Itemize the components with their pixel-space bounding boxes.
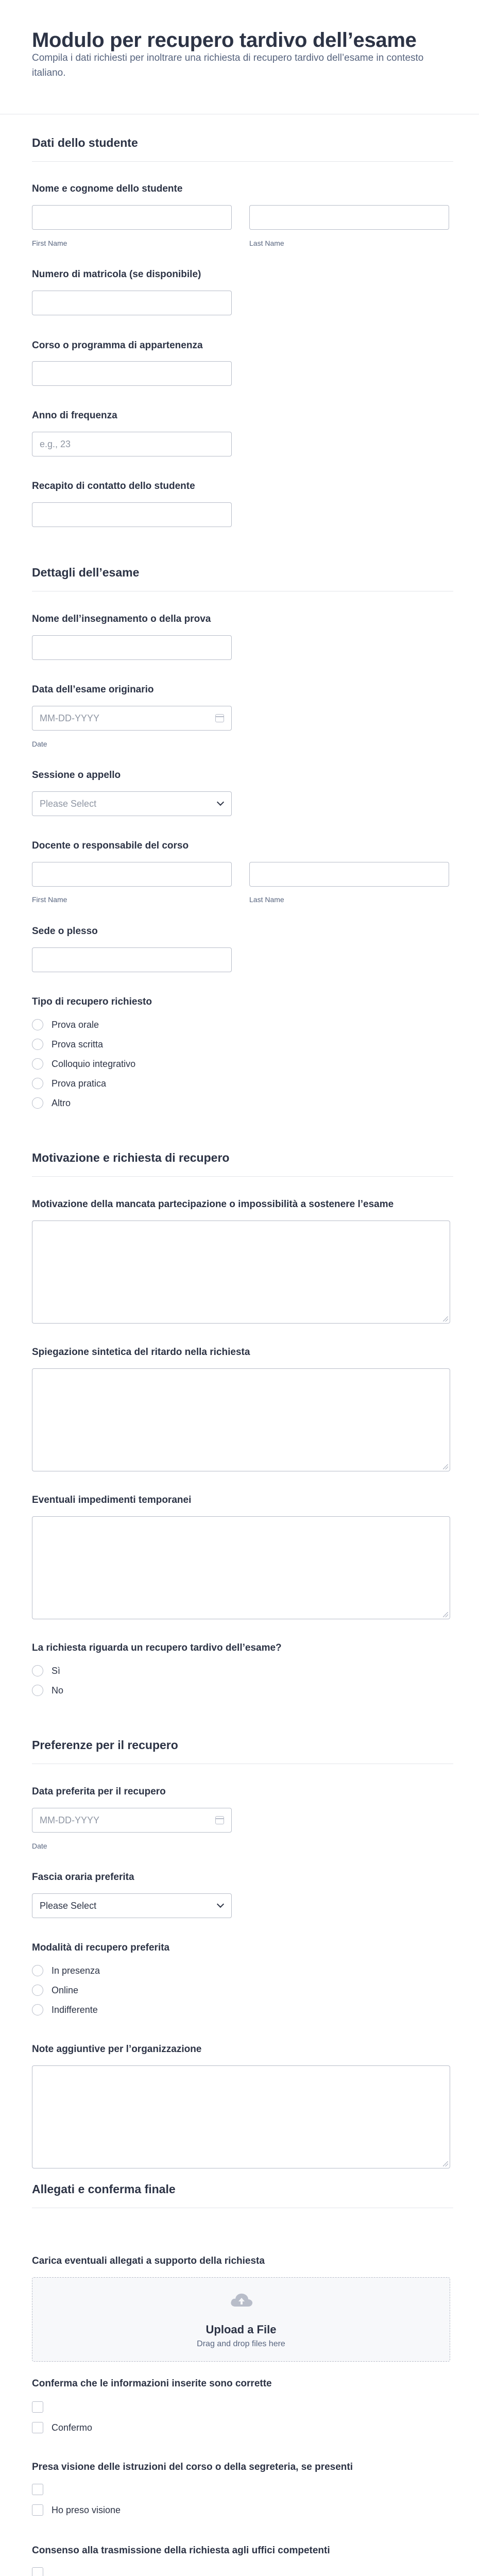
tipo-option[interactable] [32, 1018, 99, 1032]
fascia-select-value: Please Select [40, 1901, 97, 1911]
note-label: Note aggiuntive per l’organizzazione [32, 2044, 202, 2055]
last-name-input[interactable] [249, 205, 449, 230]
form-description: Compila i dati richiesti per inoltrare una richiesta di recupero tardivo dell’esame in contesto italiano. [32, 53, 424, 78]
riguarda-label: La richiesta riguarda un recupero tardivo dell’esame? [32, 1642, 282, 1653]
conferma-checkbox-row[interactable] [32, 2400, 43, 2414]
checkbox[interactable] [32, 2401, 43, 2413]
motivazione-label: Motivazione della mancata partecipazione o impossibilità a sostenere l’esame [32, 1199, 394, 1210]
riguarda-option[interactable] [32, 1664, 60, 1678]
first-name-input[interactable] [32, 205, 232, 230]
matricola-label: Numero di matricola (se disponibile) [32, 269, 201, 280]
preferred-date-placeholder: MM-DD-YYYY [40, 1815, 99, 1825]
sede-input[interactable] [32, 947, 232, 972]
checkbox[interactable] [32, 2567, 43, 2576]
docente-first-name-sublabel: First Name [32, 895, 67, 904]
form-title: Modulo per recupero tardivo dell’esame [32, 29, 417, 52]
spiegazione-textarea[interactable] [32, 1368, 450, 1471]
preferred-date-label: Data preferita per il recupero [32, 1786, 166, 1797]
corso-label: Corso o programma di appartenenza [32, 340, 203, 351]
upload-title: Upload a File [206, 2323, 277, 2336]
consenso-checkbox-row[interactable] [32, 2566, 43, 2576]
impedimenti-label: Eventuali impedimenti temporanei [32, 1495, 192, 1505]
radio-button[interactable] [32, 1078, 43, 1089]
section-student-heading: Dati dello studente [32, 136, 453, 162]
upload-label: Carica eventuali allegati a supporto della richiesta [32, 2256, 265, 2266]
tipo-option[interactable] [32, 1037, 103, 1052]
radio-button[interactable] [32, 1665, 43, 1676]
tipo-recupero-label: Tipo di recupero richiesto [32, 996, 152, 1007]
spiegazione-label: Spiegazione sintetica del ritardo nella richiesta [32, 1347, 250, 1358]
chevron-down-icon [217, 1901, 224, 1908]
modalita-option-label: In presenza [52, 1965, 100, 1976]
exam-date-label: Data dell’esame originario [32, 684, 154, 695]
radio-button[interactable] [32, 1019, 43, 1030]
tipo-option-label: Prova orale [52, 1019, 99, 1030]
consenso-label: Consenso alla trasmissione della richiesta agli uffici competenti [32, 2545, 330, 2556]
insegnamento-label: Nome dell’insegnamento o della prova [32, 614, 211, 624]
riguarda-option[interactable] [32, 1683, 63, 1698]
radio-button[interactable] [32, 1058, 43, 1070]
student-name-label: Nome e cognome dello studente [32, 183, 183, 194]
section-exam-heading: Dettagli dell’esame [32, 566, 453, 591]
preferred-date-input[interactable] [32, 1808, 232, 1833]
tipo-option-label: Colloquio integrativo [52, 1058, 136, 1069]
tipo-option-label: Prova pratica [52, 1078, 107, 1089]
calendar-icon[interactable] [215, 714, 224, 722]
calendar-icon[interactable] [215, 1816, 224, 1824]
fascia-label: Fascia oraria preferita [32, 1872, 134, 1883]
chevron-down-icon [217, 799, 224, 806]
radio-button[interactable] [32, 1039, 43, 1050]
note-textarea[interactable] [32, 2065, 450, 2168]
form-header [0, 0, 479, 114]
sessione-select-value: Please Select [40, 799, 97, 809]
tipo-option[interactable] [32, 1057, 135, 1071]
tipo-option-label: Altro [52, 1097, 71, 1108]
visione-label: Presa visione delle istruzioni del corso o della segreteria, se presenti [32, 2462, 353, 2472]
docente-label: Docente o responsabile del corso [32, 840, 189, 851]
modalita-option[interactable] [32, 1983, 78, 1997]
radio-button[interactable] [32, 1965, 43, 1976]
checkbox[interactable] [32, 2422, 43, 2433]
section-preferences-heading: Preferenze per il recupero [32, 1738, 453, 1764]
motivazione-textarea[interactable] [32, 1221, 450, 1324]
radio-button[interactable] [32, 2004, 43, 2015]
modalita-option-label: Indifferente [52, 2004, 98, 2015]
anno-input[interactable]: e.g., 23 [32, 432, 232, 456]
docente-first-name-input[interactable] [32, 862, 232, 887]
sessione-select[interactable] [32, 791, 232, 816]
impedimenti-textarea[interactable] [32, 1516, 450, 1619]
cloud-upload-icon [229, 2292, 254, 2308]
fascia-select[interactable] [32, 1893, 232, 1918]
modalita-option[interactable] [32, 1963, 100, 1978]
conferma-option-label: Confermo [52, 2422, 93, 2433]
corso-input[interactable] [32, 361, 232, 386]
modalita-option[interactable] [32, 2003, 98, 2017]
visione-checkbox-row[interactable] [32, 2482, 43, 2497]
tipo-option-label: Prova scritta [52, 1039, 104, 1049]
visione-option-label: Ho preso visione [52, 2504, 121, 2515]
matricola-input[interactable] [32, 291, 232, 315]
riguarda-option-label: Sì [52, 1665, 61, 1676]
tipo-option[interactable] [32, 1076, 106, 1091]
docente-last-name-sublabel: Last Name [249, 895, 284, 904]
tipo-option[interactable] [32, 1096, 71, 1110]
radio-button[interactable] [32, 1985, 43, 1996]
radio-button[interactable] [32, 1097, 43, 1109]
section-attachments-heading: Allegati e conferma finale [32, 2182, 453, 2208]
riguarda-option-label: No [52, 1685, 64, 1696]
checkbox[interactable] [32, 2504, 43, 2516]
section-motivation-heading: Motivazione e richiesta di recupero [32, 1151, 453, 1177]
exam-date-sublabel: Date [32, 740, 47, 748]
modalita-label: Modalità di recupero preferita [32, 1942, 170, 1953]
conferma-option[interactable] [32, 2420, 92, 2435]
file-upload-dropzone[interactable] [32, 2277, 450, 2362]
modalita-option-label: Online [52, 1985, 79, 1995]
sessione-label: Sessione o appello [32, 770, 121, 781]
insegnamento-input[interactable] [32, 635, 232, 660]
upload-subtitle: Drag and drop files here [197, 2340, 285, 2348]
docente-last-name-input[interactable] [249, 862, 449, 887]
radio-button[interactable] [32, 1685, 43, 1696]
sede-label: Sede o plesso [32, 926, 98, 937]
visione-option[interactable] [32, 2503, 121, 2517]
first-name-sublabel: First Name [32, 239, 67, 247]
exam-date-input[interactable] [32, 706, 232, 731]
preferred-date-sublabel: Date [32, 1842, 47, 1850]
anno-label: Anno di frequenza [32, 410, 117, 421]
contatto-label: Recapito di contatto dello studente [32, 481, 195, 492]
checkbox[interactable] [32, 2484, 43, 2495]
conferma-label: Conferma che le informazioni inserite sono corrette [32, 2378, 272, 2389]
last-name-sublabel: Last Name [249, 239, 284, 247]
exam-date-placeholder: MM-DD-YYYY [40, 713, 99, 723]
contatto-input[interactable] [32, 502, 232, 527]
